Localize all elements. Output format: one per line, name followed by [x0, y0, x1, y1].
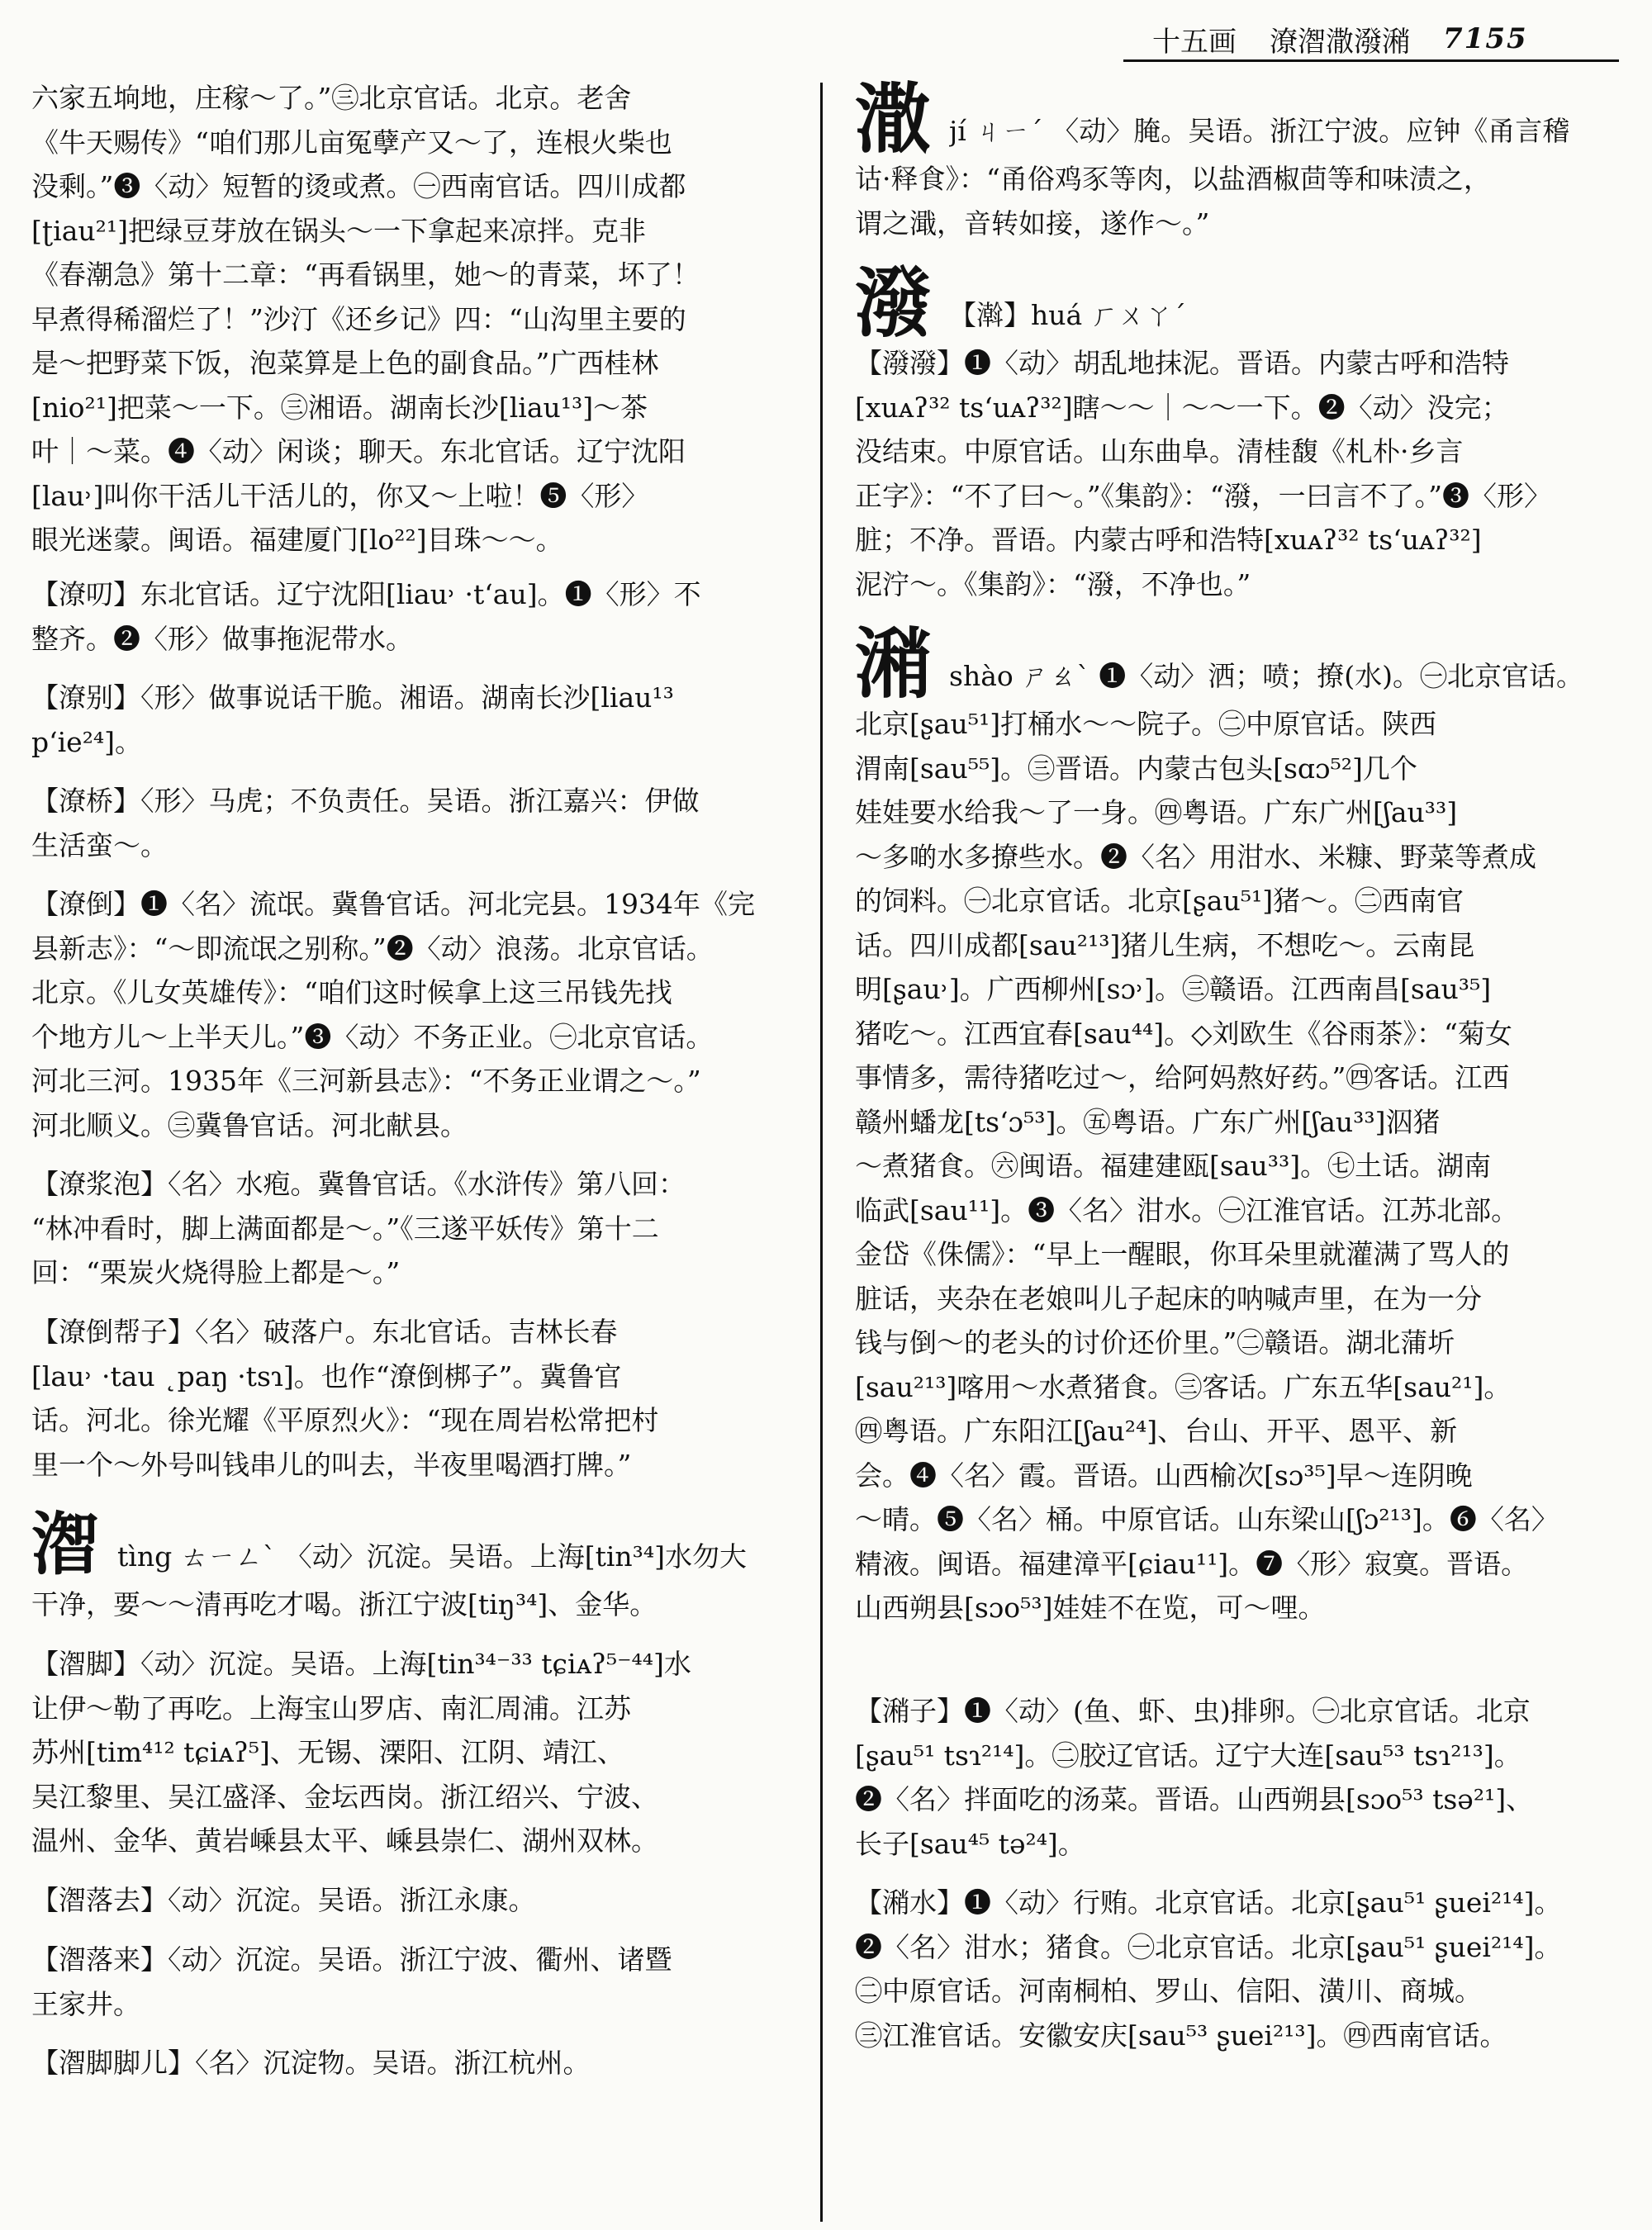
headword-shao — [855, 621, 1627, 702]
entry-ji-body: 诂·释食》：“甬俗鸡豕等肉，以盐酒椒茴等和味渍之， 谓之濈，音转如接，遂作～。” — [855, 163, 1491, 240]
entry-liao-continued: 六家五垧地，庄稼～了。”㊂北京官话。北京。老舍 《牛天赐传》“咱们那儿亩冤孽产又～了，连根火柴也 没剩。”❸〈动〉短暂的烫或煮。㊀西南官话。四川成都 [ʈiau²¹]把绿豆芽放在锅头～一下拿起来凉拌。克非 《春潮急》第十二章：“再看锅里，她～的青菜，坏了！ 早煮得稀溜烂了！”沙汀《还乡记》四：“山沟里主要的 是～把野菜下饭，泡菜算是上色的副食品。”广西桂林 [nio²¹]把菜～一下。㊂湘语。湖南长沙[liau¹³]～茶 叶｜～菜。❹〈动〉闲谈；聊天。东北官话。辽宁沈阳 [lau˒]叫你干活儿干活儿的，你又～上啦！❺〈形〉 眼光迷蒙。闽语。福建厦门[lo²²]目珠～～。 — [31, 82, 700, 556]
left-column — [31, 76, 801, 2085]
entry-hua-hua: 【潑潑】❶〈动〉胡乱地抹泥。晋语。内蒙古呼和浩特 [xuᴀʔ³² tsʻuᴀʔ³²]瞎～～｜～～一下。❷〈动〉没完； 没结束。中原官话。山东曲阜。清桂馥《札朴·乡言 正字》：“不了曰～。”《集韵》：“潑，一曰言不了。”❸〈形〉 脏；不净。晋语。内蒙古呼和浩特[xuᴀʔ³² tsʻuᴀʔ³²] 泥泞～。《集韵》：“潑，不净也。” — [855, 347, 1551, 600]
entry-ting-luolai: 【潪落来】〈动〉沉淀。吴语。浙江宁波、衢州、诸暨 王家井。 — [31, 1943, 672, 2020]
column-divider — [820, 83, 823, 2222]
right-column — [855, 76, 1627, 2102]
headword-ji-gloss: jí ㄐㄧˊ 〈动〉腌。吴语。浙江宁波。应钟《甬言稽 — [949, 115, 1570, 147]
entry-shao-shui: 【潲水】❶〈动〉行贿。北京官话。北京[ʂau⁵¹ ʂuei²¹⁴]。 ❷〈名〉泔水；猪食。㊀北京官话。北京[ʂau⁵¹ ʂuei²¹⁴]。 ㊁中原官话。河南桐柏、罗山、信阳、潢川、商城。 ㊂江淮官话。安徽安庆[sau⁵³ ʂuei²¹³]。㊃西南官话。 — [855, 1886, 1562, 2052]
entry-shao-zi: 【潲子】❶〈动〉(鱼、虾、虫)排卵。㊀北京官话。北京 [ʂau⁵¹ tsɿ²¹⁴]。㊁胶辽官话。辽宁大连[sau⁵³ tsɿ²¹³]。 ❷〈名〉拌面吃的汤菜。晋语。山西朔县[sɔo⁵³ tsə²¹]、 长子[sau⁴⁵ tə²⁴]。 — [855, 1695, 1534, 1860]
entry-liao-diao: 【潦叨】东北官话。辽宁沈阳[liau˒ ·tʻau]。❶〈形〉不 整齐。❷〈形〉做事拖泥带水。 — [31, 578, 701, 655]
entry-ting-jiao: 【潪脚】〈动〉沉淀。吴语。上海[tin³⁴⁻³³ tɕiᴀʔ⁵⁻⁴⁴]水 让伊～勒了再吃。上海宝山罗店、南汇周浦。江苏 苏州[tim⁴¹² tɕiᴀʔ⁵]、无锡、溧阳、江阴、靖江、 吴江黎里、吴江盛泽、金坛西岗。浙江绍兴、宁波、 温州、金华、黄岩嵊县太平、嵊县崇仁、湖州双林。 — [31, 1648, 691, 1857]
header-rule — [1123, 59, 1619, 62]
headword-ji-char: 潵 — [855, 76, 932, 157]
entry-shao-body: 北京[ʂau⁵¹]打桶水～～院子。㊁中原官话。陕西 渭南[sau⁵⁵]。㊂晋语。内蒙古包头[sɑɔ⁵²]几个 娃娃要水给我～了一身。㊃粤语。广东广州[ʃau³³] ～多啲水多撩些水。❷〈名〉用泔水、米糠、野菜等煮成 的饲料。㊀北京官话。北京[ʂau⁵¹]猪～。㊁西南官 话。四川成都[sau²¹³]猪儿生病，不想吃～。云南昆 明[ʂau˒]。广西柳州[sɔ˒]。㊂赣语。江西南昌[sau³⁵] 猪吃～。江西宜春[sau⁴⁴]。◇刘欧生《谷雨茶》：“菊女 事情多，需待猪吃过～，给阿妈熬好药。”㊃客话。江西 赣州蟠龙[tsʻɔ⁵³]。㊄粤语。广东广州[ʃau³³]泅猪 ～煮猪食。㊅闽语。福建建瓯[sau³³]。㊆土话。湖南 临武[sau¹¹]。❸〈名〉泔水。㊀江淮官话。江苏北部。 金岱《侏儒》：“早上一醒眼，你耳朵里就灌满了骂人的 脏话，夹杂在老娘叫儿子起床的呐喊声里，在为一分 钱与倒～的老头的讨价还价里。”㊁赣语。湖北蒲圻 [sau²¹³]喀用～水煮猪食。㊂客话。广东五华[sau²¹]。 ㊃粤语。广东阳江[ʃau²⁴]、台山、开平、恩平、新 会。❹〈名〉霞。晋语。山西榆次[sɔ³⁵]早～连阴晚 ～晴。❺〈名〉桶。中原官话。山东梁山[ʃɔ²¹³]。❻〈名〉 精液。闽语。福建漳平[ɕiau¹¹]。❼〈形〉寂寞。晋语。 山西朔县[sɔo⁵³]娃娃不在览，可～哩。 — [855, 708, 1559, 1624]
entry-ting-luoqu: 【潪落去】〈动〉沉淀。吴语。浙江永康。 — [31, 1884, 536, 1916]
headword-hua-char: 潑 — [855, 260, 932, 341]
entry-ting-body: 干净，要～～清再吃才喝。浙江宁波[tiŋ³⁴]、金华。 — [31, 1588, 657, 1620]
entry-ting-jiao-jiaor: 【潪脚脚儿】〈名〉沉淀物。吴语。浙江杭州。 — [31, 2047, 591, 2079]
header-section: 十五画 — [1152, 25, 1237, 59]
headword-ting-char: 潪 — [31, 1505, 100, 1582]
headword-ting-gloss: tìng ㄊㄧㄥˋ 〈动〉沉淀。吴语。上海[tin³⁴]水勿大 — [117, 1540, 747, 1573]
headword-hua-gloss: 【濣】huá ㄏㄨㄚˊ — [949, 299, 1187, 331]
header-chars: 潦潪潵潑潲 — [1270, 25, 1410, 59]
entry-liao-jiangpao: 【潦浆泡】〈名〉水疱。冀鲁官话。《水浒传》第八回： “林冲看时，脚上满面都是～。”《三遂平妖传》第十二 回：“栗炭火烧得脸上都是～。” — [31, 1168, 686, 1288]
page-number: 7155 — [1443, 22, 1528, 55]
headword-hua — [855, 260, 1627, 341]
entry-liao-dao-bangzi: 【潦倒帮子】〈名〉破落户。东北官话。吉林长春 [lau˒ ·tau ˛paŋ ·tsɿ]。也作“潦倒梆子”。冀鲁官 话。河北。徐光耀《平原烈火》：“现在周岩松常把村 里一个～外号叫钱串儿的叫去，半夜里喝酒打牌。” — [31, 1316, 659, 1481]
headword-ji — [855, 76, 1627, 157]
entry-liao-dao: 【潦倒】❶〈名〉流氓。冀鲁官话。河北完县。1934年《完 县新志》：“～即流氓之别称。”❷〈动〉浪荡。北京官话。 北京。《儿女英雄传》：“咱们这时候拿上这三吊钱先找 个地方儿～上半天儿。”❸〈动〉不务正业。㊀北京官话。 河北三河。1935年《三河新县志》：“不务正业谓之～。” 河北顺义。㊂冀鲁官话。河北献县。 — [31, 888, 755, 1141]
headword-ting — [31, 1502, 801, 1582]
headword-shao-gloss: shào ㄕㄠˋ ❶〈动〉洒；喷；撩(水)。㊀北京官话。 — [949, 660, 1583, 692]
entry-liao-qiao: 【潦桥】〈形〉马虎；不负责任。吴语。浙江嘉兴：伊做 生活蛮～。 — [31, 785, 700, 861]
running-header — [1152, 18, 1615, 59]
headword-shao-char: 潲 — [855, 621, 932, 702]
entry-liao-bie: 【潦别】〈形〉做事说话干脆。湘语。湖南长沙[liau¹³ pʻie²⁴]。 — [31, 681, 674, 758]
